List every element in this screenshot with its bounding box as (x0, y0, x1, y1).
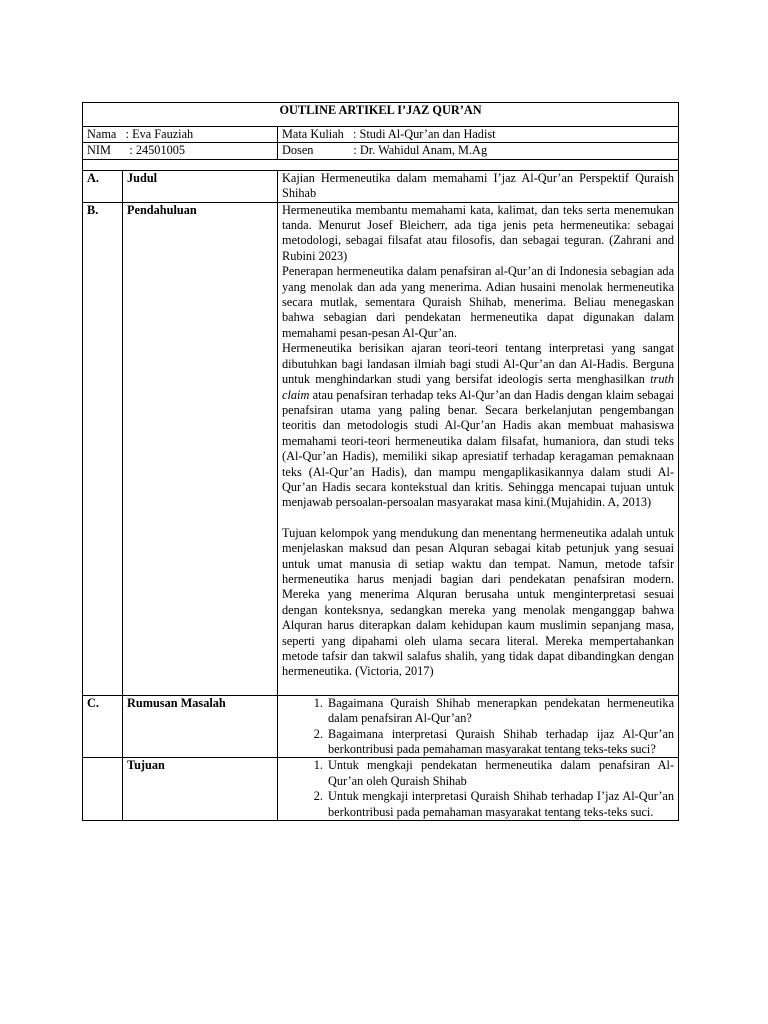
rumusan-content (278, 695, 679, 758)
section-letter: C. (83, 695, 123, 758)
tujuan-content (278, 758, 679, 821)
title-row (83, 103, 679, 127)
section-rumusan (83, 695, 679, 758)
header-row-1 (83, 127, 679, 143)
section-pendahuluan (83, 202, 679, 695)
judul-text: Kajian Hermeneutika dalam memahami I’jaz Al-Qur’an Perspektif Quraish Shihab (278, 170, 679, 202)
document-title: OUTLINE ARTIKEL I’JAZ QUR’AN (83, 103, 679, 127)
section-judul (83, 170, 679, 202)
section-tujuan (83, 758, 679, 821)
document-page (82, 102, 678, 821)
student-name: Nama : Eva Fauziah (83, 127, 278, 143)
paragraph-gap (282, 511, 674, 526)
list-item: 2. Bagaimana interpretasi Quraish Shihab terhadap ijaz Al-Qur’an berkontribusi pada pemahaman masyarakat tentang teks-teks suci? (326, 727, 674, 758)
section-letter: B. (83, 202, 123, 695)
section-letter (83, 758, 123, 821)
section-name: Tujuan (123, 758, 278, 821)
paragraph-gap (282, 680, 674, 695)
spacer-cell (83, 159, 679, 170)
section-name: Rumusan Masalah (123, 695, 278, 758)
tujuan-list (282, 758, 674, 820)
paragraph (282, 341, 674, 510)
paragraph-text: Hermeneutika berisikan ajaran teori-teori tentang interpretasi yang sangat dibutuhkan bagi landasan ilmiah bagi studi Al-Qur’an dan Al-Hadis. Berguna untuk menghindarkan studi yang bersifat ideologis serta menghasilkan (282, 341, 675, 387)
student-nim: NIM : 24501005 (83, 143, 278, 159)
list-item: 1. Bagaimana Quraish Shihab menerapkan pendekatan hermeneutika dalam penafsiran Al-Qur’an? (326, 696, 674, 727)
outline-table (82, 102, 679, 821)
section-name: Judul (123, 170, 278, 202)
lecturer-name: Dosen : Dr. Wahidul Anam, M.Ag (278, 143, 679, 159)
course-name: Mata Kuliah : Studi Al-Qur’an dan Hadist (278, 127, 679, 143)
section-name: Pendahuluan (123, 202, 278, 695)
paragraph: Tujuan kelompok yang mendukung dan menentang hermeneutika adalah untuk menjelaskan maksud dan pesan Alquran sebagai kitab petunjuk yang sesuai untuk umat manusia di setiap waktu dan tempat. Namun, metode tafsir hermeneutika harus menjadi bagian dari pendekatan penafsiran modern. Mereka yang menerima Alquran berusaha untuk menginterpretasi sesuai dengan konteksnya, sedangkan mereka yang menolak menganggap bahwa Alquran harus diterapkan dalam kehidupan kaum muslimin sepanjang masa, seperti yang dipahami oleh ulama secara literal. Mereka mempertahankan metode tafsir dan takwil salafus shalih, yang tidak dapat dibandingkan dengan hermeneutika. (Victoria, 2017) (282, 525, 675, 679)
header-row-2 (83, 143, 679, 159)
paragraph: Hermeneutika membantu memahami kata, kalimat, dan teks serta menemukan tanda. Menurut Josef Bleicherr, ada tiga jenis peta hermeneutika: sebagai metodologi, sebagai filsafat atau filosofis, dan sebagai teguran. (Zahrani and Rubini 2023) (282, 202, 675, 263)
spacer-row (83, 159, 679, 170)
paragraph: Penerapan hermeneutika dalam penafsiran al-Qur’an di Indonesia sebagian ada yang menolak dan ada yang menerima. Adian husaini menolak hermeneutika secara mutlak, sementara Quraish Shihab, menerima. Beliau menegaskan bahwa sebagian dari pendekatan hermeneutika dapat digunakan dalam memahami pesan-pesan Al-Qur’an. (282, 264, 675, 340)
italic-term: truth claim (282, 372, 675, 402)
section-letter: A. (83, 170, 123, 202)
pendahuluan-content (278, 202, 679, 695)
list-item: 1. Untuk mengkaji pendekatan hermeneutika dalam penafsiran Al-Qur’an oleh Quraish Shihab (326, 758, 674, 789)
list-item: 2. Untuk mengkaji interpretasi Quraish Shihab terhadap I’jaz Al-Qur’an berkontribusi pada pemahaman masyarakat tentang teks-teks suci. (326, 789, 674, 820)
rumusan-list (282, 696, 674, 758)
paragraph-text: atau penafsiran terhadap teks Al-Qur’an dan Hadis dengan klaim sebagai penafsiran utama yang paling benar. Secara berkelanjutan pengembangan teoritis dan metodologis studi Al-Qur’an Hadis akan membuat mahasiswa memahami teori-teori hermeneutika dalam filsafat, humaniora, dan studi teks (Al-Qur’an Hadis), memiliki sikap apresiatif terhadap keragaman pemaknaan teks (Al-Qur’an Hadis), dan mampu mengaplikasikannya dalam studi Al-Qur’an Hadis secara kontekstual dan kritis. Sehingga mencapai tujuan untuk menjawab persoalan-persoalan masyarakat masa kini.(Mujahidin. A, 2013) (282, 387, 675, 510)
